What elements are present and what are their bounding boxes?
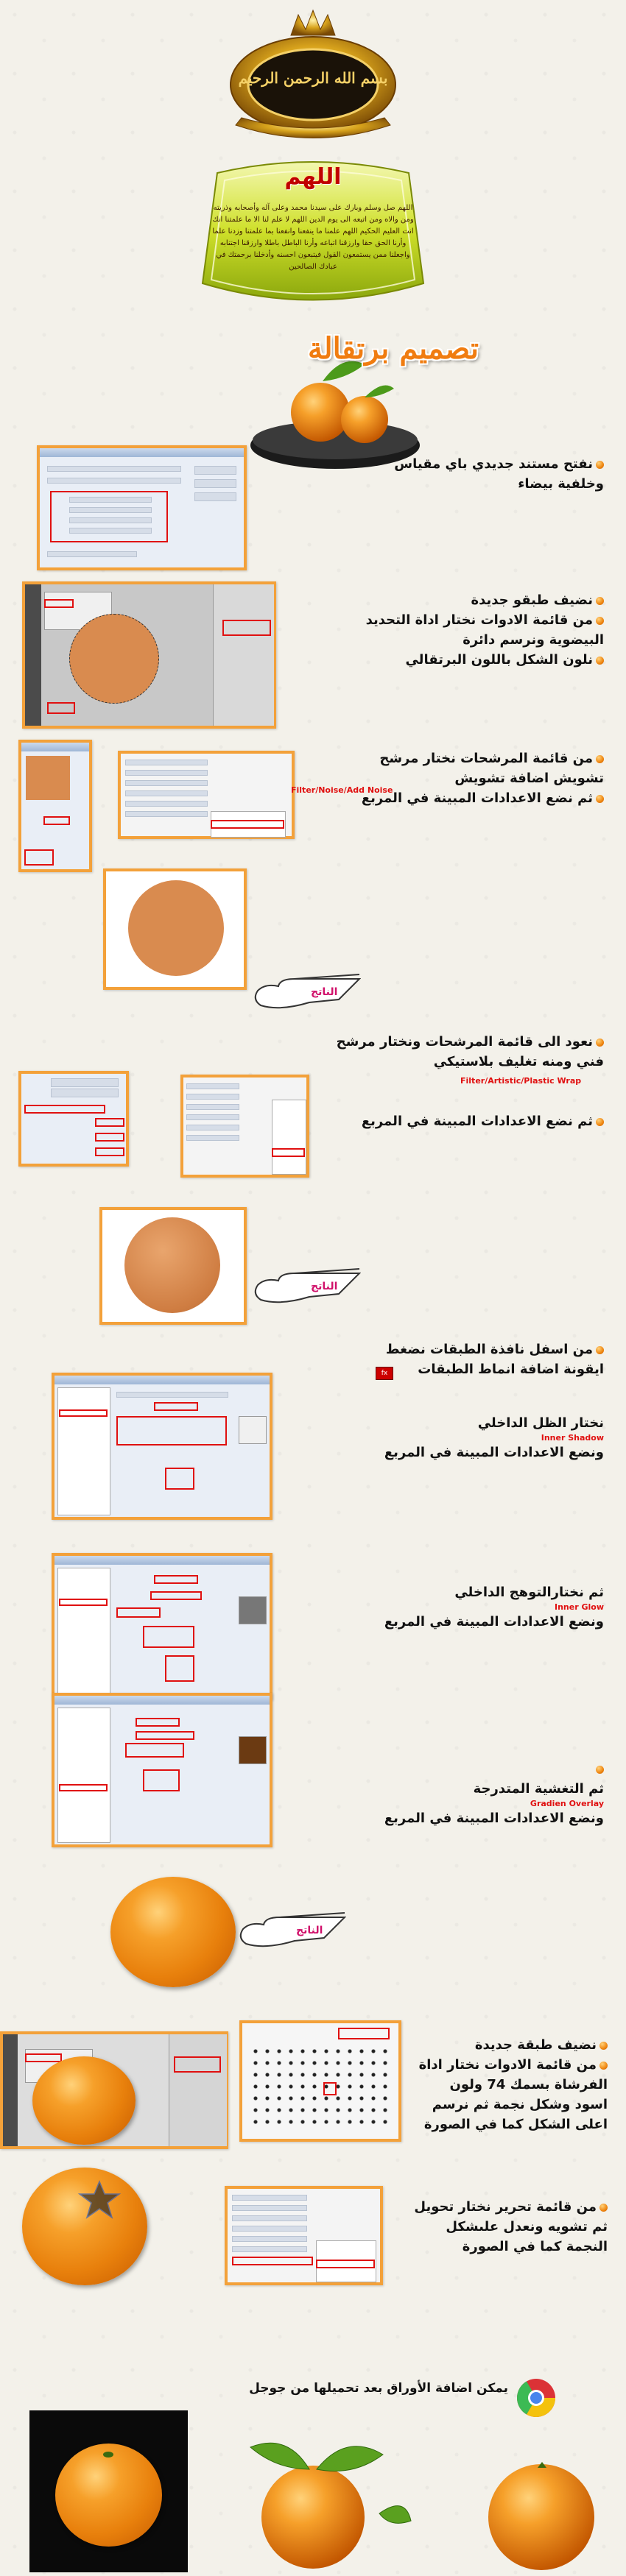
step-2-text: نضيف طبقو جديدة من قائمة الادوات نختار اداة التحديد البيضوية ونرسم دائرة نلون الشكل باللون البرتقالي: [365, 592, 604, 668]
header-crest: [221, 7, 405, 155]
step-9-text: نضيف طبقة جديدة من قائمة الادوات نختار اداة الفرشاة بسمك 74 ولون اسود وشكل نجمة ثم نرسم اعلى الشكل كما في الصورة: [418, 2037, 608, 2132]
result-3-orange: [110, 1877, 236, 1987]
new-document-dialog-screenshot: [37, 445, 247, 570]
step-11-text: يمكن اضافة الأوراق بعد تحميلها من جوجل: [249, 2381, 508, 2396]
orange-bullet-icon: [596, 795, 604, 803]
result-2-screenshot: [99, 1207, 247, 1325]
add-noise-dialog-screenshot: [18, 740, 92, 872]
distort-result-orange: [22, 2168, 147, 2285]
step-4b-text: ثم نضع الاعدادات المبينة في المربع: [324, 1111, 604, 1131]
svg-text:الناتج: الناتج: [311, 986, 338, 998]
banner-text: اللهم صل وسلم وبارك على سيدنا محمد وعلى آله وأصحابه وذريته ومن والاه ومن اتبعه الى يوم الدين اللهم لا علم لنا الا ما علمتنا انك انت العليم الحكيم اللهم علمنا ما ينفعنا وانفعنا بما علمتنا وزدنا علما وأرنا الحق حقا وارزقنا اتباعه وأرنا الباطل باطلا وارزقنا اجتنابه واجعلنا ممن يستمعون القول فيتبعون احسنه وأدخلنا برحمتك في عبادك الصالحين: [212, 204, 414, 271]
edit-transform-menu-screenshot: [225, 2186, 383, 2285]
step-1-text: نفتح مستند جديدي باي مقياس وخلفية بيضاء: [394, 456, 604, 492]
inner-glow-dialog-screenshot: [52, 1553, 272, 1700]
artistic-filter-menu-screenshot: [180, 1075, 309, 1178]
result-1-screenshot: [103, 868, 247, 990]
filter-menu-screenshot: [118, 751, 295, 839]
brush-layer-screenshot: [0, 2031, 228, 2149]
orange-bullet-icon: [596, 597, 604, 605]
plastic-wrap-dialog-screenshot: [18, 1071, 129, 1167]
final-orange-with-leaves: [236, 2418, 412, 2572]
inner-shadow-dialog-screenshot: [52, 1373, 272, 1520]
step-3-text: من قائمة المرشحات نختار مرشح تشويش اضافة تشويش ثم نضع الاعدادات المبينة في المربع: [361, 751, 604, 806]
orange-bullet-icon: [596, 1346, 604, 1354]
step-10-text: من قائمة تحرير نختار تحويل ثم تشويه ونعدل علىشكل النجمة كما في الصورة: [414, 2199, 608, 2254]
final-orange-dark: [29, 2410, 188, 2572]
orange-bullet-icon: [596, 755, 604, 763]
prayer-banner: [195, 158, 431, 313]
orange-bullet-icon: [599, 2062, 608, 2070]
orange-bullet-icon: [596, 657, 604, 665]
step-3-menu-path: Filter/Noise/Add Noise: [291, 785, 393, 795]
step-7-text: ثم نختارالتوهج الداخلي Inner Glow ونضع الاعدادات المبينة في المربع: [384, 1585, 604, 1630]
star-transform-icon: [74, 2178, 125, 2222]
design-title: تصميم برتقالة: [308, 331, 479, 366]
elliptical-select-screenshot: [22, 581, 276, 729]
banner-title: اللهم: [284, 164, 342, 190]
orange-bullet-icon: [596, 1038, 604, 1047]
pointing-hand-icon: [250, 1251, 361, 1310]
svg-text:الناتج: الناتج: [311, 1281, 338, 1292]
final-orange-plain: [479, 2447, 604, 2572]
orange-bullet-icon: [596, 617, 604, 625]
svg-text:الناتج: الناتج: [296, 1925, 323, 1936]
google-chrome-icon: [516, 2377, 557, 2418]
step-6-text: نختار الظل الداخلي Inner Shadow ونضع الاعدادات المبينة في المربع: [384, 1415, 604, 1460]
step-8-text: ثم التغشية المتدرجة Gradien Overlay ونضع الاعدادات المبينة في المربع: [324, 1759, 604, 1828]
gradient-overlay-dialog-screenshot: [52, 1693, 272, 1847]
pointing-hand-icon: [250, 957, 361, 1016]
brush-picker-screenshot: [239, 2020, 401, 2142]
step-4-menu-path: Filter/Artistic/Plastic Wrap: [460, 1076, 582, 1086]
layer-style-fx-icon: fx: [376, 1367, 393, 1380]
orange-bullet-icon: [599, 2042, 608, 2050]
pointing-hand-icon: [236, 1895, 346, 1954]
crown-icon: [291, 10, 335, 35]
orange-bullet-icon: [599, 2204, 608, 2212]
step-5-text: من اسفل نافذة الطبقات نضغط ايقونة اضافة انماط الطبقات: [385, 1342, 604, 1377]
orange-bullet-icon: [596, 461, 604, 469]
orange-bullet-icon: [596, 1118, 604, 1126]
crest-text: بسم الله الرحمن الرحيم: [238, 69, 388, 87]
orange-bullet-icon: [596, 1766, 604, 1774]
step-4-text: نعود الى قائمة المرشحات ونختار مرشح فني ومنه تغليف بلاستيكي: [336, 1034, 604, 1069]
